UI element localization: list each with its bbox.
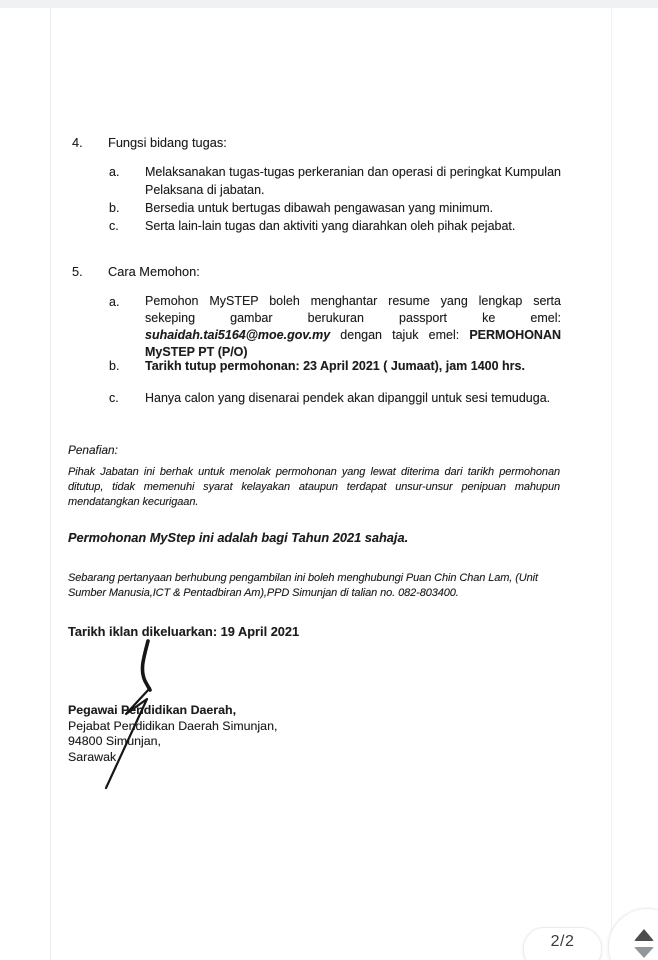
signatory-office: Pejabat Pendidikan Daerah Simunjan,: [68, 718, 278, 733]
page-up-button[interactable]: [632, 929, 656, 945]
item-text: Hanya calon yang disenarai pendek akan dipanggil untuk sesi temuduga.: [145, 391, 551, 405]
disclaimer-body: Pihak Jabatan ini berhak untuk menolak permohonan yang lewat diterima dari tarikh permohonan ditutup, tidak memenuhi syarat kelayakan ataupun terdapat unsur-unsur penipuan mahupun mendatangkan kecurigaan.: [68, 466, 560, 508]
item-letter: c.: [109, 219, 119, 233]
section-number: 5.: [72, 264, 83, 279]
item-letter: a.: [109, 165, 120, 179]
page-indicator: [523, 927, 602, 960]
item-letter: a.: [109, 295, 120, 309]
item-text: Tarikh tutup permohonan: 23 April 2021 ( Jumaat), jam 1400 hrs.: [145, 359, 525, 373]
page-indicator-label: 2/2: [550, 933, 575, 950]
item-letter: c.: [109, 391, 119, 405]
signatory-postcode: 94800 Simunjan,: [68, 734, 161, 748]
signatory-state: Sarawak: [68, 749, 117, 764]
issue-date-line: Tarikh iklan dikeluarkan: 19 April 2021: [68, 624, 300, 639]
item-letter: b.: [109, 359, 120, 373]
page-down-button[interactable]: [632, 947, 656, 960]
item-text: Bersedia untuk bertugas dibawah pengawasan yang minimum.: [145, 201, 494, 215]
item-text: Melaksanakan tugas-tugas perkeranian dan operasi di peringkat Kumpulan Pelaksana di jabatan.: [145, 165, 561, 197]
section-number: 4.: [72, 135, 83, 150]
item-letter: b.: [109, 201, 120, 215]
triangle-down-icon: [634, 947, 654, 958]
item-text: Pemohon MySTEP boleh menghantar resume yang lengkap serta sekeping gambar berukuran passport ke emel: suhaidah.tai5164@moe.gov.my dengan tajuk emel: PERMOHONAN MySTEP PT (P/O): [145, 294, 561, 359]
item-text: Serta lain-lain tugas dan aktiviti yang diarahkan oleh pihak pejabat.: [145, 219, 516, 233]
section-title: Cara Memohon:: [108, 264, 200, 279]
signatory-title: Pegawai Pendidikan Daerah,: [68, 703, 237, 717]
triangle-up-icon: [634, 929, 654, 941]
signature-scribble: [95, 635, 165, 795]
contact-note: Sebarang pertanyaan berhubung pengambilan ini boleh menghubungi Puan Chin Chan Lam, (Unit Sumber Manusia,ICT & Pentadbiran Am),PPD Simunjan di talian no. 082-803400.: [68, 572, 538, 599]
disclaimer-heading: Penafian:: [68, 443, 118, 457]
validity-note: Permohonan MyStep ini adalah bagi Tahun 2021 sahaja.: [68, 530, 409, 545]
section-title: Fungsi bidang tugas:: [108, 135, 227, 150]
